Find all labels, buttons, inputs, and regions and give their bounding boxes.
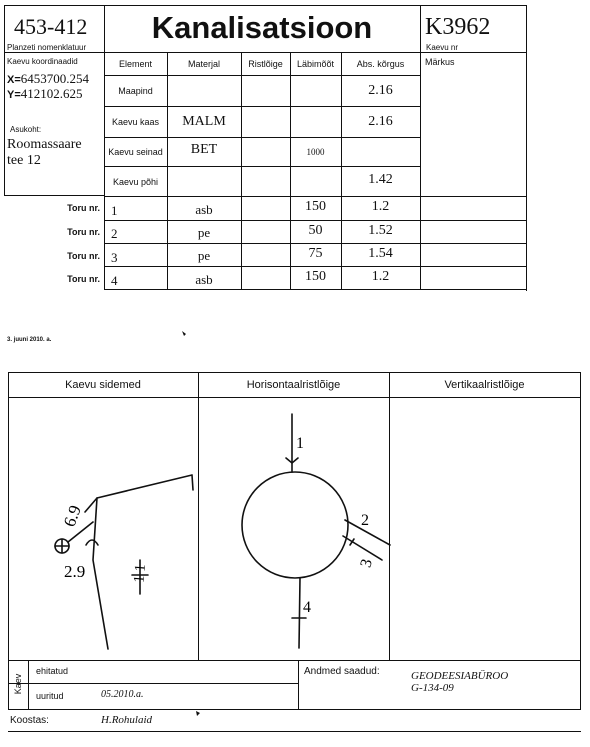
map-nomenclature-label: Planzeti nomenklatuur [7, 43, 87, 52]
pipe-1-mark: 1 [296, 435, 304, 452]
row-element: Kaevu kaas [111, 117, 160, 127]
pipe-number: 1 [111, 203, 118, 218]
distance-bottom: 2.9 [64, 562, 86, 581]
pipe-material: pe [197, 225, 211, 240]
pipe-mark: 1 1 [131, 563, 150, 584]
row-material: BET [190, 142, 218, 157]
pipe-number: 3 [111, 250, 118, 265]
page-title: Kanalisatsioon [151, 10, 373, 45]
header-diameter: Läbimõõt [296, 59, 335, 69]
row-height: 2.16 [368, 83, 393, 98]
pipe-material: pe [197, 248, 211, 263]
location-line-2: tee 12 [7, 153, 41, 168]
pipe-2-mark: 2 [361, 512, 369, 529]
map-nomenclature: 453-412 [14, 14, 88, 39]
coordinates-label: Kaevu koordinaadid [7, 57, 78, 66]
surveyed-date: 05.2010.a. [101, 689, 144, 700]
pipe-4-mark: 4 [303, 599, 311, 616]
pipe-diameter: 75 [308, 246, 323, 261]
author-name: H.Rohulaid [101, 714, 153, 726]
distance-top: 6.9 [59, 502, 85, 530]
pipe-label: Toru nr. [67, 203, 100, 213]
pipe-label: Toru nr. [67, 274, 100, 284]
author-label: Koostas: [10, 715, 49, 726]
row-element: Maapind [118, 86, 153, 96]
coordinate-x: X=6453700.254 [7, 71, 90, 86]
well-number-label: Kaevu nr [426, 43, 459, 52]
pipe-material: asb [195, 202, 213, 217]
row-element: Kaevu põhi [112, 176, 159, 187]
surveyed-label: uuritud [36, 691, 64, 701]
column-header-horizontal-section: Horisontaalristlõige [246, 379, 341, 391]
pipe-height: 1.52 [368, 223, 393, 238]
well-number: K3962 [425, 14, 491, 40]
header-remarks: Märkus [425, 57, 455, 67]
pipe-diameter: 150 [305, 269, 326, 284]
built-label: ehitatud [36, 666, 69, 676]
location-label: Asukoht: [10, 125, 42, 134]
data-source-name: GEODEESIABÜROO [411, 670, 509, 682]
data-source-code: G-134-09 [411, 682, 454, 694]
date-stamp: 3. juuni 2010. a. [7, 337, 52, 343]
row-element: Kaevu seinad [108, 147, 163, 157]
row-material: MALM [182, 114, 226, 129]
pipe-height: 1.2 [371, 199, 390, 214]
header-section: Ristlõige [248, 59, 283, 69]
data-source-label: Andmed saadud: [304, 666, 380, 677]
pipe-number: 4 [111, 273, 118, 288]
column-header-vertical-section: Vertikaalristlõige [444, 379, 525, 391]
header-element: Element [118, 59, 153, 69]
pipe-number: 2 [111, 226, 118, 241]
column-header-well-ties: Kaevu sidemed [65, 379, 141, 391]
pipe-3-mark: 3 [357, 557, 376, 570]
coordinate-y: Y=412102.625 [7, 86, 83, 101]
pipe-material: asb [195, 272, 213, 287]
pipe-diameter: 50 [308, 223, 323, 238]
row-diameter: 1000 [306, 147, 325, 157]
header-height: Abs. kõrgus [356, 59, 405, 69]
row-height: 2.16 [368, 114, 393, 129]
pipe-diameter: 150 [305, 199, 326, 214]
pipe-height: 1.2 [371, 269, 390, 284]
header-material: Materjal [187, 59, 220, 69]
row-height: 1.42 [368, 171, 393, 187]
pipe-label: Toru nr. [67, 251, 100, 261]
pipe-label: Toru nr. [67, 227, 100, 237]
location-line-1: Roomassaare [7, 137, 82, 152]
pipe-height: 1.54 [368, 246, 393, 261]
well-side-label: Kaev [13, 673, 23, 695]
